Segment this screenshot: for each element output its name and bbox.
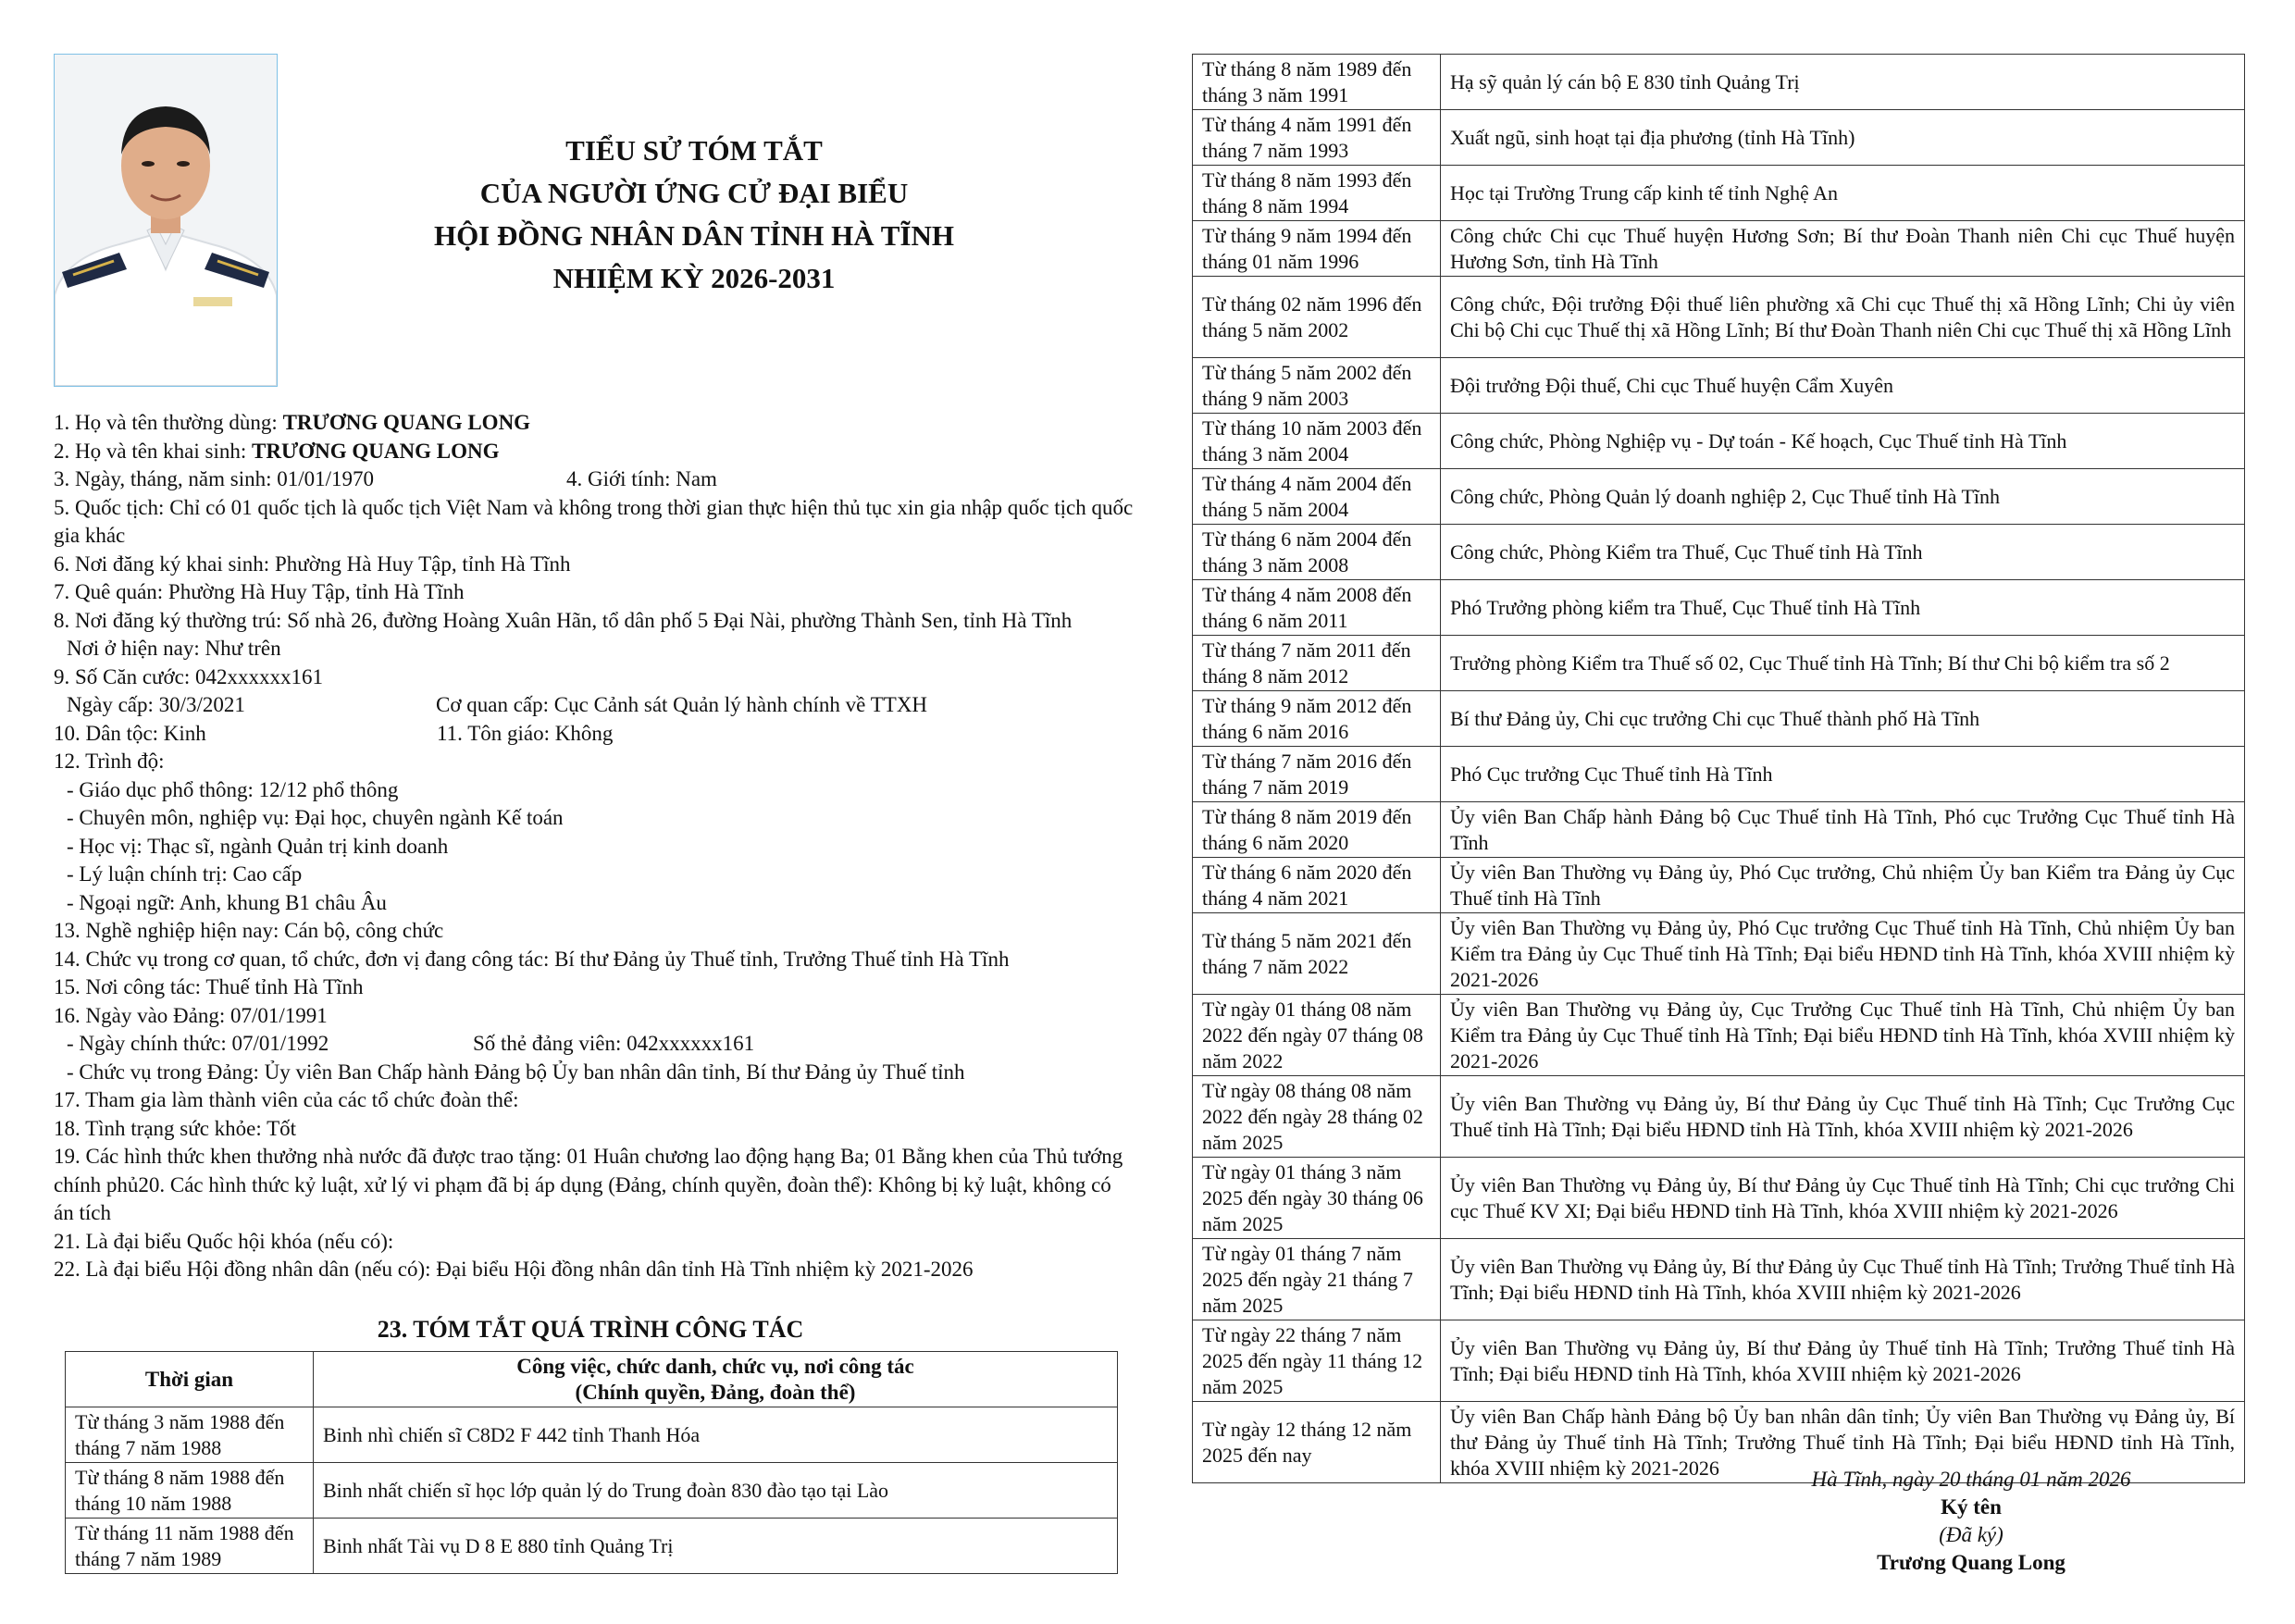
signature-name: Trương Quang Long <box>1877 1551 2066 1574</box>
col-header-description: Công việc, chức danh, chức vụ, nơi công tác (Chính quyền, Đảng, đoàn thể) <box>314 1352 1118 1407</box>
field-id-number: 9. Số Căn cước: 042xxxxxx161 <box>54 664 324 688</box>
row-description: Xuất ngũ, sinh hoạt tại địa phương (tỉnh Hà Tĩnh) <box>1441 110 2245 166</box>
field-current-address: Nơi ở hiện nay: Như trên <box>67 637 281 660</box>
row-time: Từ tháng 11 năm 1988 đến tháng 7 năm 1989 <box>66 1519 314 1574</box>
row-description: Trưởng phòng Kiểm tra Thuế số 02, Cục Thuế tỉnh Hà Tĩnh; Bí thư Chi bộ kiểm tra số 2 <box>1441 636 2245 691</box>
field-birth-name: 2. Họ và tên khai sinh: TRƯƠNG QUANG LONG <box>54 439 500 463</box>
field-hometown: 7. Quê quán: Phường Hà Huy Tập, tỉnh Hà Tĩnh <box>54 580 465 603</box>
row-description: Công chức, Phòng Quản lý doanh nghiệp 2, Cục Thuế tỉnh Hà Tĩnh <box>1441 469 2245 525</box>
table-row <box>1193 469 2245 525</box>
field-birth-registration: 6. Nơi đăng ký khai sinh: Phường Hà Huy Tập, tỉnh Hà Tĩnh <box>54 552 571 576</box>
row-time: Từ tháng 8 năm 1993 đến tháng 8 năm 1994 <box>1193 166 1441 221</box>
row-time: Từ tháng 9 năm 1994 đến tháng 01 năm 1996 <box>1193 221 1441 277</box>
row-description: Đội trưởng Đội thuế, Chi cục Thuế huyện Cẩm Xuyên <box>1441 358 2245 414</box>
field-education-politics: - Lý luận chính trị: Cao cấp <box>67 862 303 886</box>
row-time: Từ ngày 12 tháng 12 năm 2025 đến nay <box>1193 1402 1441 1483</box>
table-row <box>1193 55 2245 110</box>
field-pc-delegate: 22. Là đại biểu Hội đồng nhân dân (nếu có): Đại biểu Hội đồng nhân dân tỉnh Hà Tĩnh nhiệm kỳ 2021-2026 <box>54 1258 974 1281</box>
title-line-4: NHIỆM KỲ 2026-2031 <box>552 262 836 294</box>
document-title <box>333 130 1055 300</box>
field-occupation: 13. Nghề nghiệp hiện nay: Cán bộ, công chức <box>54 919 444 942</box>
table-row <box>1193 691 2245 747</box>
col-header-time: Thời gian <box>66 1352 314 1407</box>
table-row <box>1193 414 2245 469</box>
row-description: Ủy viên Ban Thường vụ Đảng ủy, Bí thư Đảng ủy Cục Thuế tỉnh Hà Tĩnh; Chi cục trưởng Chi cục Thuế KV XI; Đại biểu HĐND tỉnh Hà Tĩnh, khóa XVIII nhiệm kỳ 2021-2026 <box>1441 1158 2245 1239</box>
row-description: Bí thư Đảng ủy, Chi cục trưởng Chi cục Thuế thành phố Hà Tĩnh <box>1441 691 2245 747</box>
row-description: Ủy viên Ban Thường vụ Đảng ủy, Phó Cục trưởng, Chủ nhiệm Ủy ban Kiểm tra Đảng ủy Cục Thuế tỉnh Hà Tĩnh <box>1441 858 2245 913</box>
row-description: Ủy viên Ban Thường vụ Đảng ủy, Bí thư Đảng ủy Cục Thuế tỉnh Hà Tĩnh; Cục Trưởng Cục Thuế tỉnh Hà Tĩnh; Đại biểu HĐND tỉnh Hà Tĩnh, khóa XVIII nhiệm kỳ 2021-2026 <box>1441 1076 2245 1158</box>
field-education-language: - Ngoại ngữ: Anh, khung B1 châu Âu <box>67 890 387 914</box>
title-line-3: HỘI ĐỒNG NHÂN DÂN TỈNH HÀ TĨNH <box>433 219 955 252</box>
row-description: Công chức Chi cục Thuế huyện Hương Sơn; Bí thư Đoàn Thanh niên Chi cục Thuế huyện Hương Sơn, tỉnh Hà Tĩnh <box>1441 221 2245 277</box>
field-party-join: 16. Ngày vào Đảng: 07/01/1991 <box>54 1003 328 1027</box>
title-line-1: TIỂU SỬ TÓM TẮT <box>565 134 823 167</box>
section-23-title: 23. TÓM TẮT QUÁ TRÌNH CÔNG TÁC <box>377 1316 804 1343</box>
row-description: Ủy viên Ban Thường vụ Đảng ủy, Phó Cục trưởng Cục Thuế tỉnh Hà Tĩnh, Chủ nhiệm Ủy ban Kiểm tra Đảng ủy Cục Thuế tỉnh Hà Tĩnh; Đại biểu HĐND tỉnh Hà Tĩnh, khóa XVIII nhiệm kỳ 2021-2026 <box>1441 913 2245 995</box>
row-time: Từ tháng 8 năm 1988 đến tháng 10 năm 1988 <box>66 1463 314 1519</box>
field-permanent-address: 8. Nơi đăng ký thường trú: Số nhà 26, đường Hoàng Xuân Hãn, tổ dân phố 5 Đại Nài, phường Thành Sen, tỉnh Hà Tĩnh <box>54 608 1073 632</box>
table-row <box>1193 1158 2245 1239</box>
row-time: Từ tháng 3 năm 1988 đến tháng 7 năm 1988 <box>66 1407 314 1463</box>
table-row <box>1193 636 2245 691</box>
field-education-degree: - Học vị: Thạc sĩ, ngành Quản trị kinh doanh <box>67 834 449 858</box>
table-row <box>1193 277 2245 358</box>
row-time: Từ tháng 02 năm 1996 đến tháng 5 năm 2002 <box>1193 277 1441 358</box>
row-time: Từ ngày 01 tháng 7 năm 2025 đến ngày 21 tháng 7 năm 2025 <box>1193 1239 1441 1320</box>
work-history-table-left <box>65 1351 1118 1574</box>
row-time: Từ tháng 7 năm 2016 đến tháng 7 năm 2019 <box>1193 747 1441 802</box>
signature-place-date: Hà Tĩnh, ngày 20 tháng 01 năm 2026 <box>1811 1468 2131 1491</box>
row-time: Từ tháng 8 năm 1989 đến tháng 3 năm 1991 <box>1193 55 1441 110</box>
row-time: Từ ngày 22 tháng 7 năm 2025 đến ngày 11 tháng 12 năm 2025 <box>1193 1320 1441 1402</box>
row-description: Binh nhất chiến sĩ học lớp quản lý do Trung đoàn 830 đào tạo tại Lào <box>314 1463 1118 1519</box>
field-health: 18. Tình trạng sức khỏe: Tốt <box>54 1116 297 1140</box>
table-row <box>1193 858 2245 913</box>
table-row <box>1193 358 2245 414</box>
field-education: 12. Trình độ: <box>54 750 165 773</box>
row-time: Từ tháng 5 năm 2021 đến tháng 7 năm 2022 <box>1193 913 1441 995</box>
personal-info <box>54 409 1136 1284</box>
table-row <box>1193 1320 2245 1402</box>
row-description: Ủy viên Ban Chấp hành Đảng bộ Cục Thuế tỉnh Hà Tĩnh, Phó cục Trưởng Cục Thuế tỉnh Hà Tĩnh <box>1441 802 2245 858</box>
field-id-issue: Ngày cấp: 30/3/2021 Cơ quan cấp: Cục Cảnh sát Quản lý hành chính về TTXH <box>67 693 928 716</box>
field-nationality: 5. Quốc tịch: Chỉ có 01 quốc tịch là quốc tịch Việt Nam và không trong thời gian thực hiện thủ tục xin gia nhập quốc tịch quốc gia khác <box>54 495 1134 547</box>
table-row <box>1193 995 2245 1076</box>
row-description: Công chức, Đội trưởng Đội thuế liên phường xã Chi cục Thuế thị xã Hồng Lĩnh; Chi ủy viên Chi bộ Chi cục Thuế thị xã Hồng Lĩnh; Bí thư Đoàn Thanh niên Chi cục Thuế thị xã Hồng Lĩnh <box>1441 277 2245 358</box>
row-description: Binh nhì chiến sĩ C8D2 F 442 tỉnh Thanh Hóa <box>314 1407 1118 1463</box>
field-party-position: - Chức vụ trong Đảng: Ủy viên Ban Chấp hành Đảng bộ Ủy ban nhân dân tỉnh, Bí thư Đảng ủy Thuế tỉnh <box>67 1060 965 1084</box>
row-description: Binh nhất Tài vụ D 8 E 880 tỉnh Quảng Trị <box>314 1519 1118 1574</box>
field-party-official: - Ngày chính thức: 07/01/1992 Số thẻ đảng viên: 042xxxxxx161 <box>67 1032 755 1055</box>
signature-block <box>1740 1466 2202 1577</box>
row-description: Ủy viên Ban Thường vụ Đảng ủy, Bí thư Đảng ủy Cục Thuế tỉnh Hà Tĩnh; Trưởng Thuế tỉnh Hà Tĩnh; Đại biểu HĐND tỉnh Hà Tĩnh, khóa XVIII nhiệm kỳ 2021-2026 <box>1441 1239 2245 1320</box>
row-description: Phó Cục trưởng Cục Thuế tỉnh Hà Tĩnh <box>1441 747 2245 802</box>
row-description: Ủy viên Ban Chấp hành Đảng bộ Ủy ban nhân dân tỉnh; Ủy viên Ban Thường vụ Đảng ủy, Bí thư Đảng ủy Thuế tỉnh Hà Tĩnh; Trưởng Thuế tỉnh Hà Tĩnh; Đại biểu HĐND tỉnh Hà Tĩnh, khóa XVIII nhiệm kỳ 2021-2026 <box>1441 1402 2245 1483</box>
row-time: Từ ngày 01 tháng 08 năm 2022 đến ngày 07 tháng 08 năm 2022 <box>1193 995 1441 1076</box>
row-time: Từ tháng 6 năm 2004 đến tháng 3 năm 2008 <box>1193 525 1441 580</box>
table-row <box>1193 580 2245 636</box>
table-row <box>1193 525 2245 580</box>
field-dob-gender: 3. Ngày, tháng, năm sinh: 01/01/1970 4. Giới tính: Nam <box>54 467 717 490</box>
work-history-table-right <box>1192 54 2245 1483</box>
table-row <box>1193 913 2245 995</box>
field-awards-discipline: 19. Các hình thức khen thưởng nhà nước đã được trao tặng: 01 Huân chương lao động hạng Ba; 01 Bằng khen của Thủ tướng chính phủ20. Các hình thức kỷ luật, xử lý vi phạm đã bị áp dụng (Đảng, chính quyền, đoàn thể): Không bị kỷ luật, không có án tích <box>54 1145 1123 1224</box>
row-time: Từ ngày 08 tháng 08 năm 2022 đến ngày 28 tháng 02 năm 2025 <box>1193 1076 1441 1158</box>
field-education-major: - Chuyên môn, nghiệp vụ: Đại học, chuyên ngành Kế toán <box>67 806 564 829</box>
row-description: Ủy viên Ban Thường vụ Đảng ủy, Cục Trưởng Cục Thuế tỉnh Hà Tĩnh, Chủ nhiệm Ủy ban Kiểm tra Đảng ủy Cục Thuế tỉnh Hà Tĩnh; Đại biểu HĐND tỉnh Hà Tĩnh, khóa XVIII nhiệm kỳ 2021-2026 <box>1441 995 2245 1076</box>
row-time: Từ tháng 4 năm 2004 đến tháng 5 năm 2004 <box>1193 469 1441 525</box>
field-common-name: 1. Họ và tên thường dùng: TRƯƠNG QUANG LONG <box>54 411 531 434</box>
table-row <box>1193 110 2245 166</box>
title-line-2: CỦA NGƯỜI ỨNG CỬ ĐẠI BIỂU <box>479 177 909 209</box>
row-time: Từ tháng 6 năm 2020 đến tháng 4 năm 2021 <box>1193 858 1441 913</box>
row-time: Từ tháng 9 năm 2012 đến tháng 6 năm 2016 <box>1193 691 1441 747</box>
table-row <box>1193 802 2245 858</box>
field-workplace: 15. Nơi công tác: Thuế tỉnh Hà Tĩnh <box>54 975 364 998</box>
table-header-row <box>66 1352 1118 1407</box>
row-time: Từ tháng 10 năm 2003 đến tháng 3 năm 2004 <box>1193 414 1441 469</box>
table-row <box>1193 221 2245 277</box>
row-time: Từ tháng 4 năm 1991 đến tháng 7 năm 1993 <box>1193 110 1441 166</box>
table-row <box>1193 1239 2245 1320</box>
table-row <box>1193 1076 2245 1158</box>
row-description: Hạ sỹ quản lý cán bộ E 830 tỉnh Quảng Trị <box>1441 55 2245 110</box>
field-education-general: - Giáo dục phổ thông: 12/12 phổ thông <box>67 777 399 801</box>
row-time: Từ tháng 8 năm 2019 đến tháng 6 năm 2020 <box>1193 802 1441 858</box>
row-description: Học tại Trường Trung cấp kinh tế tỉnh Nghệ An <box>1441 166 2245 221</box>
signature-signed: (Đã ký) <box>1939 1523 2003 1546</box>
table-row <box>66 1463 1118 1519</box>
signature-label: Ký tên <box>1941 1495 2002 1519</box>
field-na-delegate: 21. Là đại biểu Quốc hội khóa (nếu có): <box>54 1229 394 1253</box>
table-row <box>66 1519 1118 1574</box>
row-description: Công chức, Phòng Nghiệp vụ - Dự toán - Kế hoạch, Cục Thuế tỉnh Hà Tĩnh <box>1441 414 2245 469</box>
field-position: 14. Chức vụ trong cơ quan, tổ chức, đơn vị đang công tác: Bí thư Đảng ủy Thuế tỉnh, Trưởng Thuế tỉnh Hà Tĩnh <box>54 947 1010 971</box>
row-time: Từ tháng 7 năm 2011 đến tháng 8 năm 2012 <box>1193 636 1441 691</box>
field-ethnicity-religion: 10. Dân tộc: Kinh 11. Tôn giáo: Không <box>54 721 614 745</box>
row-description: Ủy viên Ban Thường vụ Đảng ủy, Bí thư Đảng ủy Thuế tỉnh Hà Tĩnh; Trưởng Thuế tỉnh Hà Tĩnh; Đại biểu HĐND tỉnh Hà Tĩnh, khóa XVIII nhiệm kỳ 2021-2026 <box>1441 1320 2245 1402</box>
table-row <box>66 1407 1118 1463</box>
field-organizations: 17. Tham gia làm thành viên của các tổ chức đoàn thể: <box>54 1088 519 1111</box>
row-time: Từ tháng 5 năm 2002 đến tháng 9 năm 2003 <box>1193 358 1441 414</box>
row-time: Từ tháng 4 năm 2008 đến tháng 6 năm 2011 <box>1193 580 1441 636</box>
candidate-photo <box>54 54 278 387</box>
table-row <box>1193 166 2245 221</box>
row-description: Phó Trưởng phòng kiểm tra Thuế, Cục Thuế tỉnh Hà Tĩnh <box>1441 580 2245 636</box>
row-description: Công chức, Phòng Kiểm tra Thuế, Cục Thuế tỉnh Hà Tĩnh <box>1441 525 2245 580</box>
table-row <box>1193 747 2245 802</box>
row-time: Từ ngày 01 tháng 3 năm 2025 đến ngày 30 tháng 06 năm 2025 <box>1193 1158 1441 1239</box>
